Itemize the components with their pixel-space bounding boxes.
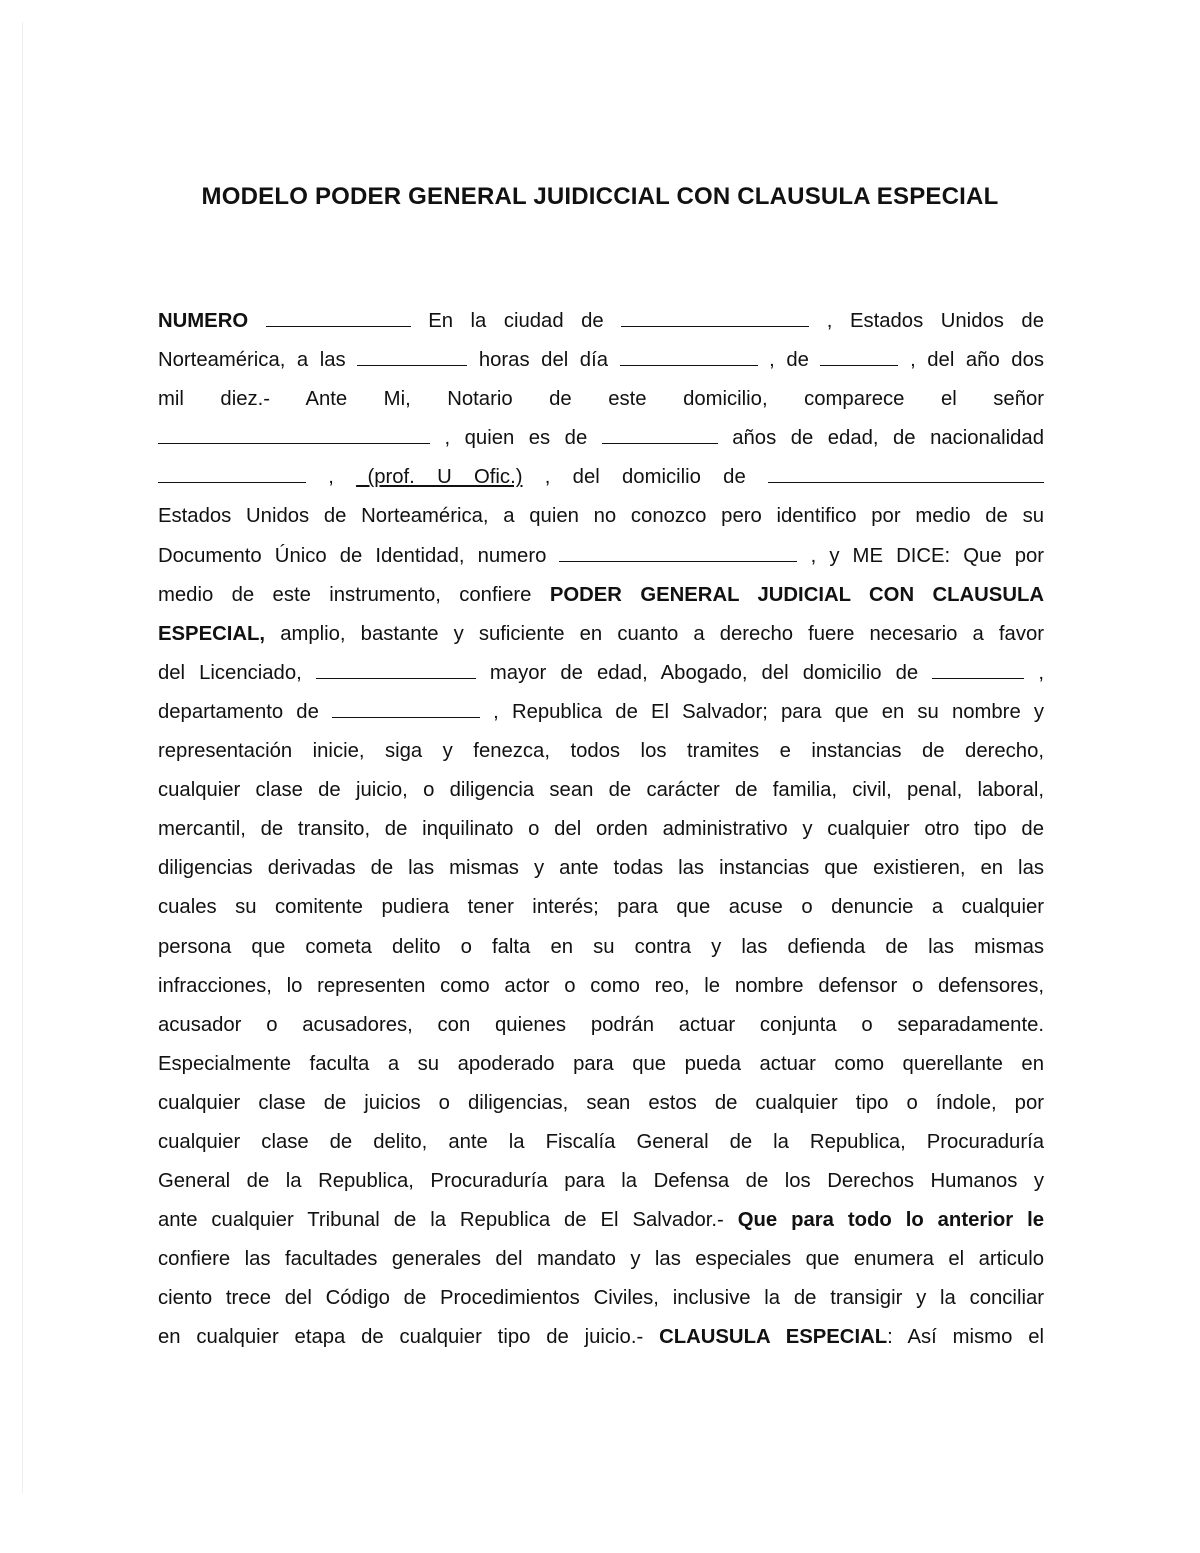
text-line: Especialmente faculta a su apoderado para que pueda actuar como querellante en [158, 1052, 1044, 1075]
horas-blank[interactable] [357, 345, 467, 366]
text-line: del Licenciado, mayor de edad, Abogado, del domicilio de , [158, 654, 1044, 693]
text-line: , _(prof. U Ofic.) , del domicilio de [158, 458, 1044, 497]
text-line: General de la Republica, Procuraduría para la Defensa de los Derechos Humanos y [158, 1170, 1044, 1193]
document-body [158, 302, 1044, 1358]
profesion-field: _(prof. U Ofic.) [356, 466, 523, 489]
domicilio-blank[interactable] [768, 462, 1044, 483]
page-edge [22, 22, 23, 1493]
nombre-blank[interactable] [158, 423, 430, 444]
text-line: cuales su comitente pudiera tener interés; para que acuse o denuncie a cualquier [158, 896, 1044, 919]
mes-blank[interactable] [820, 345, 898, 366]
text-line: , quien es de años de edad, de nacionalidad [158, 419, 1044, 458]
text-line: infracciones, lo representen como actor o como reo, le nombre defensor o defensores, [158, 974, 1044, 997]
text-line: mercantil, de transito, de inquilinato o del orden administrativo y cualquier otro tipo de [158, 818, 1044, 841]
text-line: diligencias derivadas de las mismas y ante todas las instancias que existieren, en las [158, 857, 1044, 880]
text-line: ESPECIAL, amplio, bastante y suficiente en cuanto a derecho fuere necesario a favor [158, 622, 1045, 645]
numero-blank[interactable] [266, 306, 411, 327]
domicilio-abogado-blank[interactable] [932, 658, 1024, 679]
text-line: departamento de , Republica de El Salvador; para que en su nombre y [158, 693, 1044, 732]
text-line: Norteamérica, a las horas del día , de , del año dos [158, 341, 1044, 380]
numero-label: NUMERO [158, 310, 249, 332]
text-line: en cualquier etapa de cualquier tipo de juicio.- CLAUSULA ESPECIAL: Así mismo el [158, 1326, 1044, 1349]
text-line: representación inicie, siga y fenezca, todos los tramites e instancias de derecho, [158, 740, 1044, 763]
text-line: acusador o acusadores, con quienes podrán actuar conjunta o separadamente. [158, 1013, 1044, 1036]
ciudad-blank[interactable] [621, 306, 809, 327]
document-title: MODELO PODER GENERAL JUIDICCIAL CON CLAUSULA ESPECIAL [201, 183, 999, 210]
text-line: confiere las facultades generales del mandato y las especiales que enumera el articulo [158, 1248, 1044, 1271]
text-line: Documento Único de Identidad, numero , y ME DICE: Que por [158, 537, 1044, 576]
dui-blank[interactable] [559, 541, 797, 562]
text-line: ciento trece del Código de Procedimientos Civiles, inclusive la de transigir y la conciliar [158, 1287, 1044, 1310]
licenciado-blank[interactable] [316, 658, 476, 679]
text-line: cualquier clase de juicio, o diligencia sean de carácter de familia, civil, penal, laboral, [158, 779, 1044, 802]
departamento-blank[interactable] [332, 697, 480, 718]
nacionalidad-blank[interactable] [158, 462, 306, 483]
edad-blank[interactable] [602, 423, 718, 444]
text-line: mil diez.- Ante Mi, Notario de este domicilio, comparece el señor [158, 388, 1045, 411]
text-line: NUMERO En la ciudad de , Estados Unidos de [158, 302, 1044, 341]
text-line: persona que cometa delito o falta en su contra y las defienda de las mismas [158, 935, 1044, 958]
text-line: medio de este instrumento, confiere PODER GENERAL JUDICIAL CON CLAUSULA [158, 583, 1045, 606]
text-line: Estados Unidos de Norteamérica, a quien no conozco pero identifico por medio de su [158, 505, 1044, 528]
dia-blank[interactable] [620, 345, 758, 366]
text-line: cualquier clase de delito, ante la Fiscalía General de la Republica, Procuraduría [158, 1130, 1044, 1153]
text-line: cualquier clase de juicios o diligencias, sean estos de cualquier tipo o índole, por [158, 1091, 1044, 1114]
text-line: ante cualquier Tribunal de la Republica de El Salvador.- Que para todo lo anterior le [158, 1209, 1044, 1232]
clausula-especial-heading: CLAUSULA ESPECIAL [659, 1326, 888, 1349]
